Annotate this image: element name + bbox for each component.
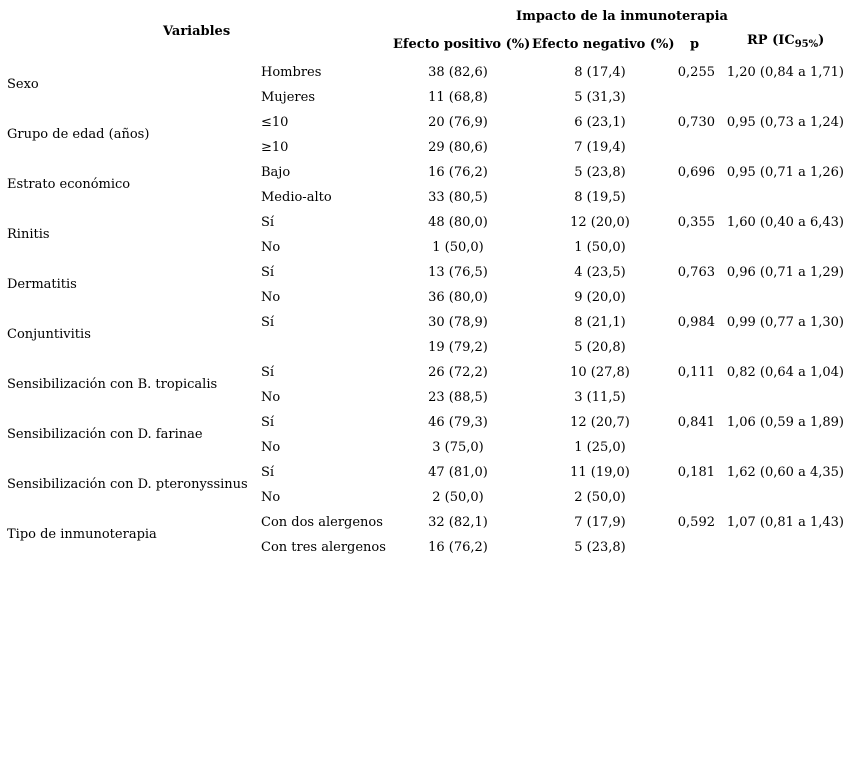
negative-effect-value: 12 (20,0) xyxy=(570,215,630,230)
negative-effect-value: 10 (27,8) xyxy=(570,365,630,380)
category-label: ≥10 xyxy=(261,140,289,155)
category-label: Sí xyxy=(261,265,275,280)
p-value: 0,355 xyxy=(677,215,715,230)
category-label: Mujeres xyxy=(261,90,315,105)
variable-label: Estrato económico xyxy=(7,176,131,192)
variable-label: Grupo de edad (años) xyxy=(7,126,150,142)
positive-effect-value: 11 (68,8) xyxy=(428,90,488,105)
positive-effect-value: 19 (79,2) xyxy=(428,340,488,355)
category-label: No xyxy=(261,290,281,305)
prevalence-ratio: 1,07 (0,81 a 1,43) xyxy=(726,515,844,530)
positive-effect-value: 36 (80,0) xyxy=(428,290,488,305)
header-variables: Variables xyxy=(163,24,231,39)
positive-effect-value: 30 (78,9) xyxy=(428,315,488,330)
category-label: No xyxy=(261,240,281,255)
prevalence-ratio: 0,95 (0,71 a 1,26) xyxy=(726,165,844,180)
variable-label: Sensibilización con D. pteronyssinus xyxy=(7,476,248,492)
category-label: Con tres alergenos xyxy=(261,540,386,555)
positive-effect-value: 32 (82,1) xyxy=(428,515,488,530)
header-p-value: p xyxy=(690,37,700,52)
negative-effect-value: 5 (23,8) xyxy=(574,165,626,180)
negative-effect-value: 11 (19,0) xyxy=(570,465,630,480)
prevalence-ratio: 1,06 (0,59 a 1,89) xyxy=(726,415,844,430)
variable-label: Dermatitis xyxy=(7,276,77,292)
negative-effect-value: 8 (17,4) xyxy=(574,65,626,80)
variable-label: Sensibilización con B. tropicalis xyxy=(7,376,218,392)
prevalence-ratio: 1,62 (0,60 a 4,35) xyxy=(726,465,844,480)
negative-effect-value: 5 (31,3) xyxy=(574,90,626,105)
negative-effect-value: 5 (20,8) xyxy=(574,340,626,355)
category-label: No xyxy=(261,440,281,455)
variable-label: Sensibilización con D. farinae xyxy=(7,426,203,442)
negative-effect-value: 3 (11,5) xyxy=(574,390,626,405)
positive-effect-value: 23 (88,5) xyxy=(428,390,488,405)
header-impact-group: Impacto de la inmunoterapia xyxy=(516,9,728,24)
category-label: Bajo xyxy=(261,165,291,180)
positive-effect-value: 13 (76,5) xyxy=(428,265,488,280)
negative-effect-value: 8 (21,1) xyxy=(574,315,626,330)
positive-effect-value: 29 (80,6) xyxy=(428,140,488,155)
category-label: Sí xyxy=(261,465,275,480)
category-label: Hombres xyxy=(261,65,322,80)
p-value: 0,696 xyxy=(677,165,715,180)
negative-effect-value: 8 (19,5) xyxy=(574,190,626,205)
positive-effect-value: 3 (75,0) xyxy=(432,440,484,455)
prevalence-ratio: 0,96 (0,71 a 1,29) xyxy=(726,265,844,280)
positive-effect-value: 2 (50,0) xyxy=(432,490,484,505)
variable-label: Sexo xyxy=(7,76,39,92)
p-value: 0,841 xyxy=(677,415,715,430)
negative-effect-value: 7 (17,9) xyxy=(574,515,626,530)
negative-effect-value: 2 (50,0) xyxy=(574,490,626,505)
positive-effect-value: 16 (76,2) xyxy=(428,540,488,555)
positive-effect-value: 33 (80,5) xyxy=(428,190,488,205)
prevalence-ratio: 0,95 (0,73 a 1,24) xyxy=(726,115,844,130)
p-value: 0,984 xyxy=(677,315,715,330)
p-value: 0,592 xyxy=(677,515,715,530)
positive-effect-value: 1 (50,0) xyxy=(432,240,484,255)
header-rp-suffix: ) xyxy=(818,33,825,48)
positive-effect-value: 47 (81,0) xyxy=(428,465,488,480)
category-label: Sí xyxy=(261,315,275,330)
p-value: 0,111 xyxy=(677,365,715,380)
negative-effect-value: 4 (23,5) xyxy=(574,265,626,280)
negative-effect-value: 9 (20,0) xyxy=(574,290,626,305)
header-rp-subscript: 95% xyxy=(794,39,819,50)
category-label: No xyxy=(261,490,281,505)
prevalence-ratio: 0,99 (0,77 a 1,30) xyxy=(726,315,844,330)
header-negative-effect: Efecto negativo (%) xyxy=(532,37,675,52)
category-label: Sí xyxy=(261,215,275,230)
category-label: Con dos alergenos xyxy=(261,515,383,530)
negative-effect-value: 1 (50,0) xyxy=(574,240,626,255)
negative-effect-value: 12 (20,7) xyxy=(570,415,630,430)
header-prevalence-ratio xyxy=(747,33,824,50)
positive-effect-value: 26 (72,2) xyxy=(428,365,488,380)
category-label: Sí xyxy=(261,415,275,430)
category-label: Sí xyxy=(261,365,275,380)
negative-effect-value: 7 (19,4) xyxy=(574,140,626,155)
prevalence-ratio: 0,82 (0,64 a 1,04) xyxy=(726,365,844,380)
variable-label: Conjuntivitis xyxy=(7,326,91,342)
positive-effect-value: 38 (82,6) xyxy=(428,65,488,80)
positive-effect-value: 48 (80,0) xyxy=(428,215,488,230)
p-value: 0,730 xyxy=(677,115,715,130)
p-value: 0,763 xyxy=(677,265,715,280)
negative-effect-value: 1 (25,0) xyxy=(574,440,626,455)
header-positive-effect: Efecto positivo (%) xyxy=(393,37,531,52)
category-label: ≤10 xyxy=(261,115,289,130)
prevalence-ratio: 1,60 (0,40 a 6,43) xyxy=(726,215,844,230)
p-value: 0,255 xyxy=(677,65,715,80)
positive-effect-value: 46 (79,3) xyxy=(428,415,488,430)
positive-effect-value: 20 (76,9) xyxy=(428,115,488,130)
negative-effect-value: 5 (23,8) xyxy=(574,540,626,555)
category-label: Medio-alto xyxy=(261,190,332,205)
header-rp-prefix: RP (IC xyxy=(747,33,795,48)
negative-effect-value: 6 (23,1) xyxy=(574,115,626,130)
positive-effect-value: 16 (76,2) xyxy=(428,165,488,180)
category-label: No xyxy=(261,390,281,405)
variable-label: Rinitis xyxy=(7,226,50,242)
p-value: 0,181 xyxy=(677,465,715,480)
variable-label: Tipo de inmunoterapia xyxy=(7,526,157,542)
prevalence-ratio: 1,20 (0,84 a 1,71) xyxy=(726,65,844,80)
